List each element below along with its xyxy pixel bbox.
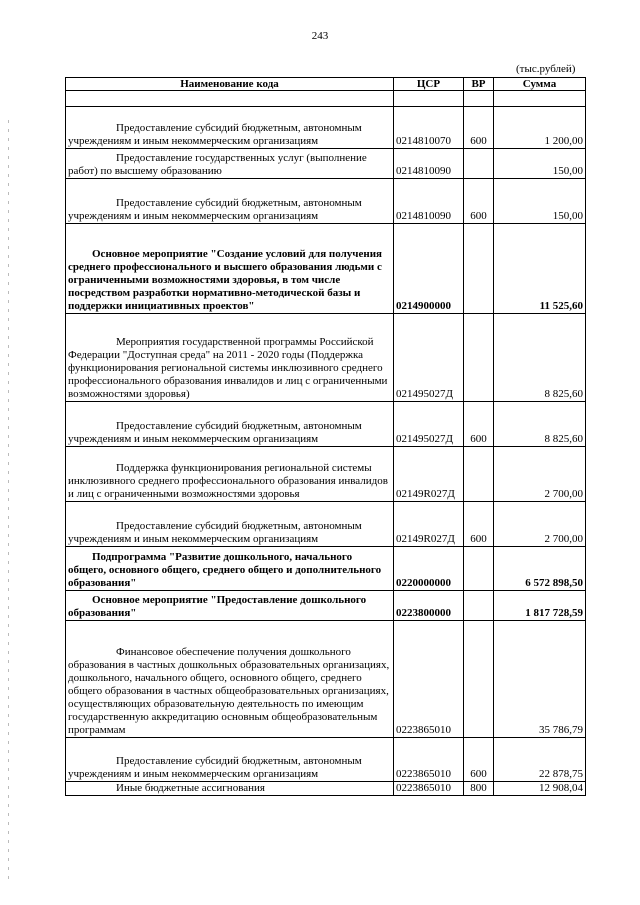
row-name: Основное мероприятие "Предоставление дошкольного образования": [66, 591, 394, 621]
row-sum: 8 825,60: [494, 314, 586, 402]
row-csr: 021495027Д: [394, 314, 464, 402]
row-csr: 021495027Д: [394, 402, 464, 447]
row-vr: 600: [464, 502, 494, 547]
row-name: Предоставление субсидий бюджетным, автономным учреждениям и иным некоммерческим организациям: [66, 179, 394, 224]
table-header-row: [66, 78, 586, 91]
table-row: [66, 402, 586, 447]
row-vr: [464, 547, 494, 591]
row-csr: 0214810090: [394, 149, 464, 179]
row-sum: 11 525,60: [494, 224, 586, 314]
row-name: Предоставление субсидий бюджетным, автономным учреждениям и иным некоммерческим организациям: [66, 107, 394, 149]
row-vr: [464, 224, 494, 314]
table-row: [66, 782, 586, 796]
row-csr: 0214810090: [394, 179, 464, 224]
row-name: Предоставление субсидий бюджетным, автономным учреждениям и иным некоммерческим организациям: [66, 738, 394, 782]
row-sum: 12 908,04: [494, 782, 586, 796]
row-name: Мероприятия государственной программы Российской Федерации "Доступная среда" на 2011 - 2020 годы (Поддержка функционирования региональной системы инклюзивного среднего профессионального образования инвалидов и лиц с ограниченными возможностями здоровья): [66, 314, 394, 402]
table-row: [66, 224, 586, 314]
row-csr: [394, 91, 464, 107]
header-sum: Сумма: [494, 78, 586, 91]
row-sum: 2 700,00: [494, 502, 586, 547]
table-row: [66, 502, 586, 547]
row-sum: 150,00: [494, 179, 586, 224]
row-vr: [464, 91, 494, 107]
row-vr: 600: [464, 738, 494, 782]
row-vr: [464, 314, 494, 402]
row-name: Подпрограмма "Развитие дошкольного, начального общего, основного общего, среднего общего и дополнительного образования": [66, 547, 394, 591]
row-name: Поддержка функционирования региональной системы инклюзивного среднего профессионального образования инвалидов и лиц с ограниченными возможностями здоровья: [66, 447, 394, 502]
table-row: [66, 107, 586, 149]
header-vr: ВР: [464, 78, 494, 91]
row-sum: 6 572 898,50: [494, 547, 586, 591]
row-name: Иные бюджетные ассигнования: [66, 782, 394, 796]
row-name: Основное мероприятие "Создание условий для получения среднего профессионального и высшего образования людьми с ограниченными возможностями здоровья, в том числе посредством разработки нормативно-методической базы и поддержки инициативных проектов": [66, 224, 394, 314]
row-sum: 1 817 728,59: [494, 591, 586, 621]
table-row: [66, 738, 586, 782]
row-csr: 02149R027Д: [394, 502, 464, 547]
row-vr: 800: [464, 782, 494, 796]
scan-edge-mark: [8, 120, 9, 880]
row-name: Предоставление субсидий бюджетным, автономным учреждениям и иным некоммерческим организациям: [66, 502, 394, 547]
row-name: Предоставление субсидий бюджетным, автономным учреждениям и иным некоммерческим организациям: [66, 402, 394, 447]
row-sum: [494, 91, 586, 107]
row-sum: 150,00: [494, 149, 586, 179]
row-name: Предоставление государственных услуг (выполнение работ) по высшему образованию: [66, 149, 394, 179]
row-vr: 600: [464, 107, 494, 149]
row-sum: 8 825,60: [494, 402, 586, 447]
row-sum: 35 786,79: [494, 621, 586, 738]
table-row: [66, 621, 586, 738]
row-sum: 2 700,00: [494, 447, 586, 502]
table-row: [66, 447, 586, 502]
row-csr: 02149R027Д: [394, 447, 464, 502]
row-csr: 0223865010: [394, 782, 464, 796]
header-name: Наименование кода: [66, 78, 394, 91]
table-row: [66, 314, 586, 402]
row-csr: 0214810070: [394, 107, 464, 149]
table-row: [66, 91, 586, 107]
row-vr: 600: [464, 179, 494, 224]
page-number: 243: [311, 30, 329, 42]
row-csr: 0223865010: [394, 738, 464, 782]
row-sum: 22 878,75: [494, 738, 586, 782]
row-csr: 0214900000: [394, 224, 464, 314]
table-row: [66, 547, 586, 591]
table-row: [66, 591, 586, 621]
row-name: Финансовое обеспечение получения дошкольного образования в частных дошкольных образовательных организациях, дошкольного, начального общего, основного общего, среднего общего образования в частных общеобразовательных организациях, осуществляющих образовательную деятельность по имеющим государственную аккредитацию основным общеобразовательным программам: [66, 621, 394, 738]
row-vr: [464, 591, 494, 621]
row-vr: 600: [464, 402, 494, 447]
row-vr: [464, 149, 494, 179]
table-row: [66, 149, 586, 179]
row-vr: [464, 621, 494, 738]
row-csr: 0223800000: [394, 591, 464, 621]
table-row: [66, 179, 586, 224]
row-vr: [464, 447, 494, 502]
budget-table: [65, 77, 586, 796]
header-csr: ЦСР: [394, 78, 464, 91]
row-sum: 1 200,00: [494, 107, 586, 149]
row-name: [66, 91, 394, 107]
units-label: (тыс.рублей): [516, 63, 576, 75]
row-csr: 0223865010: [394, 621, 464, 738]
row-csr: 0220000000: [394, 547, 464, 591]
